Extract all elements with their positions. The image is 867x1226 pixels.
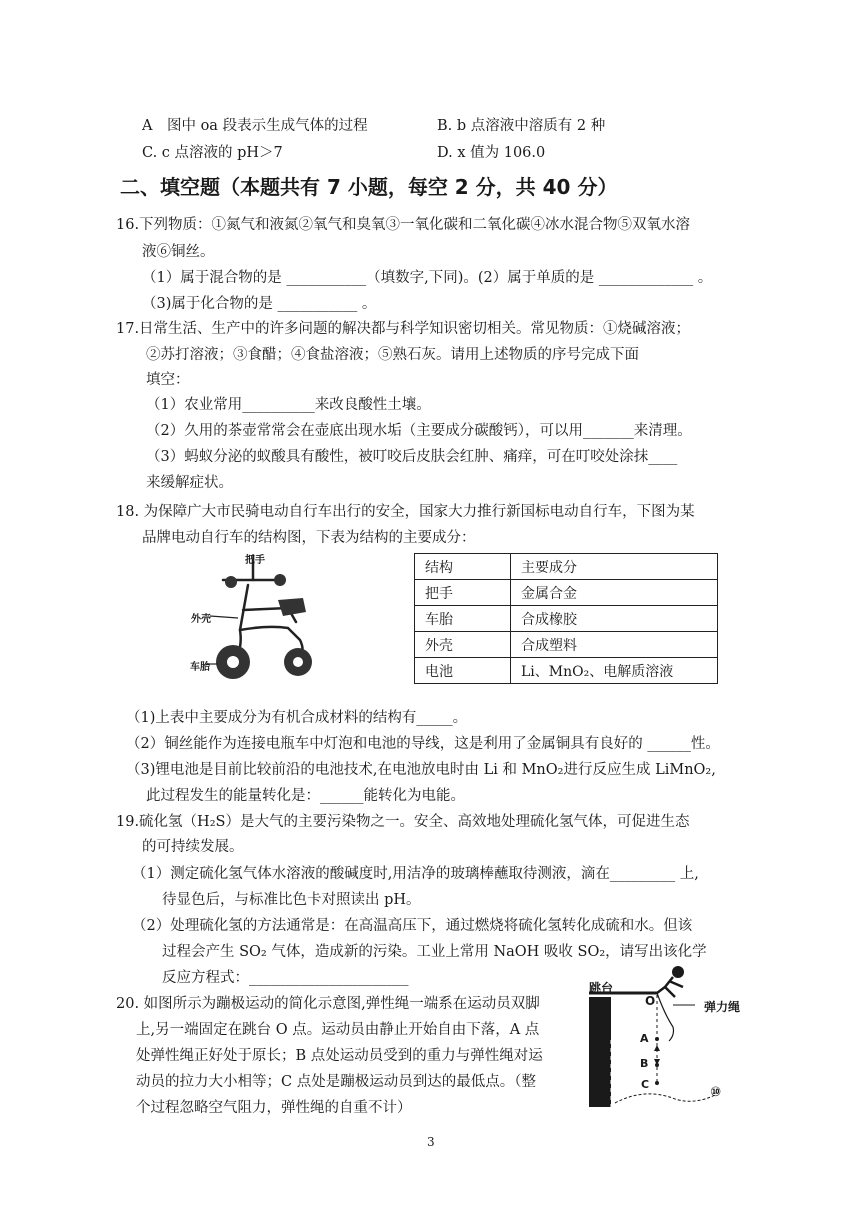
- section-title: 二、填空题（本题共有 7 小题，每空 2 分，共 40 分）: [120, 175, 618, 199]
- q18-sub: 此过程发生的能量转化是：______能转化为电能。: [146, 788, 465, 804]
- composition-table: [414, 553, 718, 684]
- page-number: 3: [427, 1135, 435, 1149]
- q19-line: 反应方程式：______________________: [162, 970, 409, 986]
- seat: [278, 598, 306, 616]
- table-row: [415, 658, 718, 684]
- q20-line: 动员的拉力大小相等；C 点处是蹦极运动员到达的最低点。（整: [136, 1074, 536, 1090]
- table-header-cell: 结构: [415, 554, 511, 580]
- q19-line: 的可持续发展。: [142, 839, 244, 855]
- q18-line: 品牌电动自行车的结构图，下表为结构的主要成分：: [142, 530, 476, 546]
- table-row: [415, 632, 718, 658]
- q19-line: （1）测定硫化氢气体水溶液的酸碱度时,用洁净的玻璃棒蘸取待测液，滴在_________ 上,: [132, 866, 699, 882]
- q17-line: （3）蚂蚁分泌的蚁酸具有酸性，被叮咬后皮肤会红肿、痛痒，可在叮咬处涂抹____: [146, 449, 678, 465]
- table-cell: Li、MnO₂、电解质溶液: [511, 658, 718, 684]
- q20-line: 20. 如图所示为蹦极运动的简化示意图,弹性绳一端系在运动员双脚: [116, 996, 540, 1012]
- q18-sub: （3)锂电池是目前比较前沿的电池技术,在电池放电时由 Li 和 MnO₂进行反应生成 LiMnO₂,: [126, 762, 716, 778]
- jumper-body: [657, 977, 683, 997]
- elastic-rope: [657, 993, 674, 1041]
- q15-option-d: D. x 值为 106.0: [437, 145, 546, 161]
- table-cell: 合成塑料: [511, 632, 718, 658]
- table-row: [415, 580, 718, 606]
- q18-sub: （2）铜丝能作为连接电瓶车中灯泡和电池的导线，这是利用了金属铜具有良好的 ______性。: [126, 736, 720, 752]
- table-row: [415, 606, 718, 632]
- q17-line: （2）久用的茶壶常常会在壶底出现水垢（主要成分碳酸钙），可以用_______来清理。: [146, 423, 692, 439]
- q19-line: （2）处理硫化氢的方法通常是：在高温高压下，通过燃烧将硫化氢转化成硫和水。但该: [132, 918, 693, 934]
- table-cell: 把手: [415, 580, 511, 606]
- q19-line: 待显色后，与标准比色卡对照读出 pH。: [162, 892, 421, 908]
- q16-line: 液⑥铜丝。: [142, 244, 215, 260]
- label-c: C: [641, 1078, 650, 1091]
- table-cell: 外壳: [415, 632, 511, 658]
- q17-line: ②苏打溶液；③食醋；④食盐溶液；⑤熟石灰。请用上述物质的序号完成下面: [146, 347, 639, 363]
- q15-option-a: A 图中 oa 段表示生成气体的过程: [142, 118, 368, 134]
- table-cell: 金属合金: [511, 580, 718, 606]
- jumper-head: [672, 966, 684, 978]
- q17-line: 来缓解症状。: [146, 475, 233, 491]
- table-cell: 车胎: [415, 606, 511, 632]
- q16-line: 16.下列物质：①氮气和液氮②氧气和臭氧③一氧化碳和二氧化碳④冰水混合物⑤双氧水溶: [116, 217, 691, 233]
- q20-line: 个过程忽略空气阻力，弹性绳的自重不计）: [136, 1100, 412, 1116]
- platform-block: [589, 997, 611, 1107]
- table-cell: 合成橡胶: [511, 606, 718, 632]
- label-rope: 弹力绳: [704, 1000, 741, 1014]
- q17-line: 17.日常生活、生产中的许多问题的解决都与科学知识密切相关。常见物质：①烧碱溶液；: [116, 321, 691, 337]
- table-cell: 电池: [415, 658, 511, 684]
- label-handle: 把手: [245, 555, 265, 566]
- mirror-right: [274, 574, 286, 586]
- label-o: O: [645, 994, 656, 1008]
- q17-line: （1）农业常用__________来改良酸性土壤。: [146, 397, 431, 413]
- table-header-cell: 主要成分: [511, 554, 718, 580]
- q17-line: 填空：: [146, 372, 190, 388]
- q20-line: 上,另一端固定在跳台 O 点。运动员由静止开始自由下落，A 点: [136, 1022, 540, 1038]
- q20-line: 处弹性绳正好处于原长；B 点处运动员受到的重力与弹性绳对运: [136, 1048, 543, 1064]
- q16-line: （1）属于混合物的是 ___________（填数字,下同)。(2）属于单质的是 _____________ 。: [142, 270, 713, 286]
- q15-option-c: C. c 点溶液的 pH＞7: [142, 145, 283, 161]
- q15-option-b: B. b 点溶液中溶质有 2 种: [437, 118, 606, 134]
- table-header-row: [415, 554, 718, 580]
- q18-sub: （1)上表中主要成分为有机合成材料的结构有_____。: [126, 710, 468, 726]
- q19-line: 过程会产生 SO₂ 气体，造成新的污染。工业上常用 NaOH 吸收 SO₂，请写出该化学: [162, 944, 707, 960]
- q19-line: 19.硫化氢（H₂S）是大气的主要污染物之一。安全、高效地处理硫化氢气体，可促进生态: [116, 814, 690, 830]
- mirror-left: [225, 576, 237, 588]
- label-shell: 外壳: [191, 614, 211, 625]
- label-tire: 车胎: [190, 662, 210, 673]
- label-platform: 跳台: [589, 981, 614, 995]
- q18-line: 18. 为保障广大市民骑电动自行车出行的安全，国家大力推行新国标电动自行车，下图为某: [116, 504, 695, 520]
- label-b: B: [640, 1057, 649, 1070]
- label-corner-mark: ⑩: [710, 1085, 722, 1100]
- q16-line: （3)属于化合物的是 ___________ 。: [142, 296, 377, 312]
- label-a: A: [640, 1032, 649, 1045]
